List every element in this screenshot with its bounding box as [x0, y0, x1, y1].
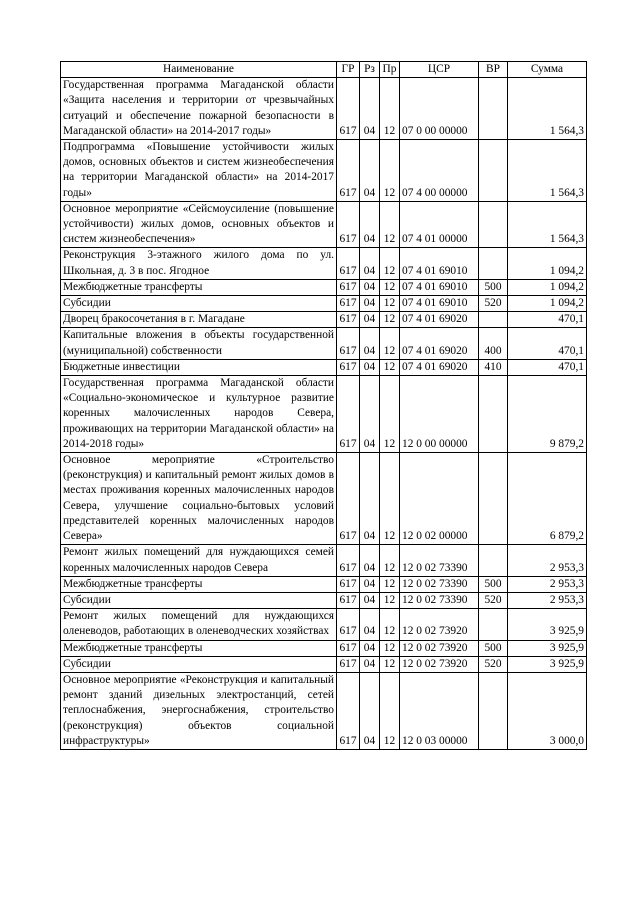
- cell-vr: 520: [479, 592, 508, 608]
- cell-name: Дворец бракосочетания в г. Магадане: [61, 312, 337, 328]
- cell-gr: 617: [337, 640, 360, 656]
- table-row: [61, 640, 587, 656]
- cell-rz: 04: [360, 328, 380, 359]
- cell-rz: 04: [360, 609, 380, 640]
- cell-name: Государственная программа Магаданской области «Защита населения и территории от чрезвычайных ситуаций и обеспечение пожарной безопасности в Магаданской области» на 2014-2017 годы»: [61, 78, 337, 140]
- cell-name: Бюджетные инвестиции: [61, 359, 337, 375]
- cell-name: Капитальные вложения в объекты государственной (муниципальной) собственности: [61, 328, 337, 359]
- cell-csr: 07 4 00 00000: [400, 140, 479, 202]
- cell-pr: 12: [380, 592, 400, 608]
- cell-gr: 617: [337, 576, 360, 592]
- cell-csr: 07 4 01 69010: [400, 279, 479, 295]
- table-body: [61, 78, 587, 750]
- cell-rz: 04: [360, 312, 380, 328]
- cell-sum: 6 879,2: [508, 453, 587, 545]
- cell-sum: 3 925,9: [508, 609, 587, 640]
- cell-sum: 2 953,3: [508, 545, 587, 576]
- cell-rz: 04: [360, 296, 380, 312]
- table-row: [61, 672, 587, 749]
- table-row: [61, 248, 587, 279]
- table-row: [61, 359, 587, 375]
- cell-sum: 2 953,3: [508, 592, 587, 608]
- cell-csr: 12 0 02 73920: [400, 656, 479, 672]
- cell-gr: 617: [337, 545, 360, 576]
- table-row: [61, 279, 587, 295]
- table-row: [61, 328, 587, 359]
- cell-csr: 12 0 02 73390: [400, 545, 479, 576]
- cell-csr: 07 4 01 69020: [400, 359, 479, 375]
- cell-csr: 12 0 02 73920: [400, 609, 479, 640]
- cell-csr: 07 4 01 69020: [400, 312, 479, 328]
- cell-name: Основное мероприятие «Реконструкция и капитальный ремонт зданий дизельных электростанций, сетей теплоснабжения, энергоснабжения, строительство (реконструкция) объектов социальной инфраструктуры»: [61, 672, 337, 749]
- table-row: [61, 376, 587, 453]
- budget-table: [60, 61, 587, 750]
- cell-rz: 04: [360, 78, 380, 140]
- table-row: [61, 576, 587, 592]
- table-row: [61, 140, 587, 202]
- table-row: [61, 592, 587, 608]
- cell-pr: 12: [380, 140, 400, 202]
- cell-vr: 500: [479, 279, 508, 295]
- cell-sum: 1 564,3: [508, 140, 587, 202]
- cell-pr: 12: [380, 78, 400, 140]
- cell-name: Реконструкция 3-этажного жилого дома по ул. Школьная, д. 3 в пос. Ягодное: [61, 248, 337, 279]
- cell-gr: 617: [337, 359, 360, 375]
- cell-pr: 12: [380, 672, 400, 749]
- cell-gr: 617: [337, 453, 360, 545]
- cell-name: Субсидии: [61, 296, 337, 312]
- cell-pr: 12: [380, 359, 400, 375]
- header-vr: ВР: [479, 62, 508, 78]
- cell-gr: 617: [337, 296, 360, 312]
- cell-gr: 617: [337, 78, 360, 140]
- cell-pr: 12: [380, 576, 400, 592]
- cell-pr: 12: [380, 453, 400, 545]
- cell-vr: 500: [479, 576, 508, 592]
- cell-vr: [479, 609, 508, 640]
- header-sum: Сумма: [508, 62, 587, 78]
- cell-rz: 04: [360, 592, 380, 608]
- header-csr: ЦСР: [400, 62, 479, 78]
- cell-vr: [479, 376, 508, 453]
- cell-name: Основное мероприятие «Сейсмоусиление (повышение устойчивости) жилых домов, основных объектов и систем жизнеобеспечения»: [61, 201, 337, 248]
- cell-rz: 04: [360, 359, 380, 375]
- table-row: [61, 453, 587, 545]
- cell-rz: 04: [360, 140, 380, 202]
- cell-vr: [479, 453, 508, 545]
- budget-document-page: [60, 61, 586, 750]
- table-header-row: [61, 62, 587, 78]
- cell-csr: 12 0 00 00000: [400, 376, 479, 453]
- cell-name: Межбюджетные трансферты: [61, 640, 337, 656]
- cell-gr: 617: [337, 312, 360, 328]
- cell-rz: 04: [360, 656, 380, 672]
- cell-name: Подпрограмма «Повышение устойчивости жилых домов, основных объектов и систем жизнеобеспечения на территории Магаданской области» на 2014-2017 годы»: [61, 140, 337, 202]
- cell-rz: 04: [360, 453, 380, 545]
- table-row: [61, 78, 587, 140]
- cell-rz: 04: [360, 279, 380, 295]
- cell-rz: 04: [360, 576, 380, 592]
- cell-csr: 12 0 02 73390: [400, 592, 479, 608]
- cell-vr: [479, 201, 508, 248]
- cell-gr: 617: [337, 279, 360, 295]
- cell-sum: 1 564,3: [508, 78, 587, 140]
- cell-sum: 1 094,2: [508, 248, 587, 279]
- table-row: [61, 296, 587, 312]
- cell-csr: 12 0 02 00000: [400, 453, 479, 545]
- table-row: [61, 312, 587, 328]
- cell-gr: 617: [337, 672, 360, 749]
- cell-rz: 04: [360, 640, 380, 656]
- cell-pr: 12: [380, 201, 400, 248]
- cell-gr: 617: [337, 376, 360, 453]
- cell-name: Государственная программа Магаданской области «Социально-экономическое и культурное развитие коренных малочисленных народов Севера, проживающих на территории Магаданской области» на 2014-2018 годы»: [61, 376, 337, 453]
- cell-vr: [479, 140, 508, 202]
- cell-name: Основное мероприятие «Строительство (реконструкция) и капитальный ремонт жилых домов в местах проживания коренных малочисленных народов Севера, улучшение социально-бытовых условий представителей коренных малочисленных народов Севера»: [61, 453, 337, 545]
- cell-csr: 07 4 01 69020: [400, 328, 479, 359]
- cell-vr: 500: [479, 640, 508, 656]
- table-row: [61, 609, 587, 640]
- cell-pr: 12: [380, 328, 400, 359]
- cell-rz: 04: [360, 545, 380, 576]
- cell-sum: 3 925,9: [508, 640, 587, 656]
- cell-name: Межбюджетные трансферты: [61, 279, 337, 295]
- cell-pr: 12: [380, 656, 400, 672]
- cell-vr: [479, 78, 508, 140]
- cell-vr: 520: [479, 656, 508, 672]
- cell-pr: 12: [380, 248, 400, 279]
- cell-sum: 3 925,9: [508, 656, 587, 672]
- cell-pr: 12: [380, 640, 400, 656]
- cell-sum: 470,1: [508, 328, 587, 359]
- cell-gr: 617: [337, 248, 360, 279]
- cell-pr: 12: [380, 545, 400, 576]
- cell-sum: 1 564,3: [508, 201, 587, 248]
- cell-csr: 07 4 01 69010: [400, 248, 479, 279]
- cell-vr: [479, 248, 508, 279]
- cell-csr: 12 0 02 73920: [400, 640, 479, 656]
- cell-vr: [479, 672, 508, 749]
- cell-sum: 1 094,2: [508, 296, 587, 312]
- cell-name: Межбюджетные трансферты: [61, 576, 337, 592]
- cell-csr: 07 0 00 00000: [400, 78, 479, 140]
- cell-pr: 12: [380, 312, 400, 328]
- cell-sum: 470,1: [508, 359, 587, 375]
- cell-name: Субсидии: [61, 592, 337, 608]
- cell-vr: 400: [479, 328, 508, 359]
- cell-name: Субсидии: [61, 656, 337, 672]
- cell-gr: 617: [337, 592, 360, 608]
- cell-csr: 07 4 01 69010: [400, 296, 479, 312]
- cell-pr: 12: [380, 609, 400, 640]
- cell-vr: 410: [479, 359, 508, 375]
- cell-pr: 12: [380, 376, 400, 453]
- table-row: [61, 545, 587, 576]
- cell-rz: 04: [360, 248, 380, 279]
- cell-csr: 12 0 03 00000: [400, 672, 479, 749]
- cell-rz: 04: [360, 376, 380, 453]
- header-rz: Рз: [360, 62, 380, 78]
- cell-name: Ремонт жилых помещений для нуждающихся семей коренных малочисленных народов Севера: [61, 545, 337, 576]
- cell-sum: 2 953,3: [508, 576, 587, 592]
- cell-gr: 617: [337, 656, 360, 672]
- header-gr: ГР: [337, 62, 360, 78]
- cell-sum: 9 879,2: [508, 376, 587, 453]
- table-row: [61, 201, 587, 248]
- cell-gr: 617: [337, 609, 360, 640]
- cell-sum: 3 000,0: [508, 672, 587, 749]
- cell-csr: 07 4 01 00000: [400, 201, 479, 248]
- table-row: [61, 656, 587, 672]
- cell-vr: 520: [479, 296, 508, 312]
- cell-gr: 617: [337, 201, 360, 248]
- cell-rz: 04: [360, 201, 380, 248]
- cell-pr: 12: [380, 296, 400, 312]
- header-pr: Пр: [380, 62, 400, 78]
- cell-vr: [479, 312, 508, 328]
- cell-vr: [479, 545, 508, 576]
- cell-pr: 12: [380, 279, 400, 295]
- cell-sum: 470,1: [508, 312, 587, 328]
- cell-gr: 617: [337, 140, 360, 202]
- header-name: Наименование: [61, 62, 337, 78]
- cell-rz: 04: [360, 672, 380, 749]
- cell-csr: 12 0 02 73390: [400, 576, 479, 592]
- cell-name: Ремонт жилых помещений для нуждающихся оленеводов, работающих в оленеводческих хозяйствах: [61, 609, 337, 640]
- cell-sum: 1 094,2: [508, 279, 587, 295]
- cell-gr: 617: [337, 328, 360, 359]
